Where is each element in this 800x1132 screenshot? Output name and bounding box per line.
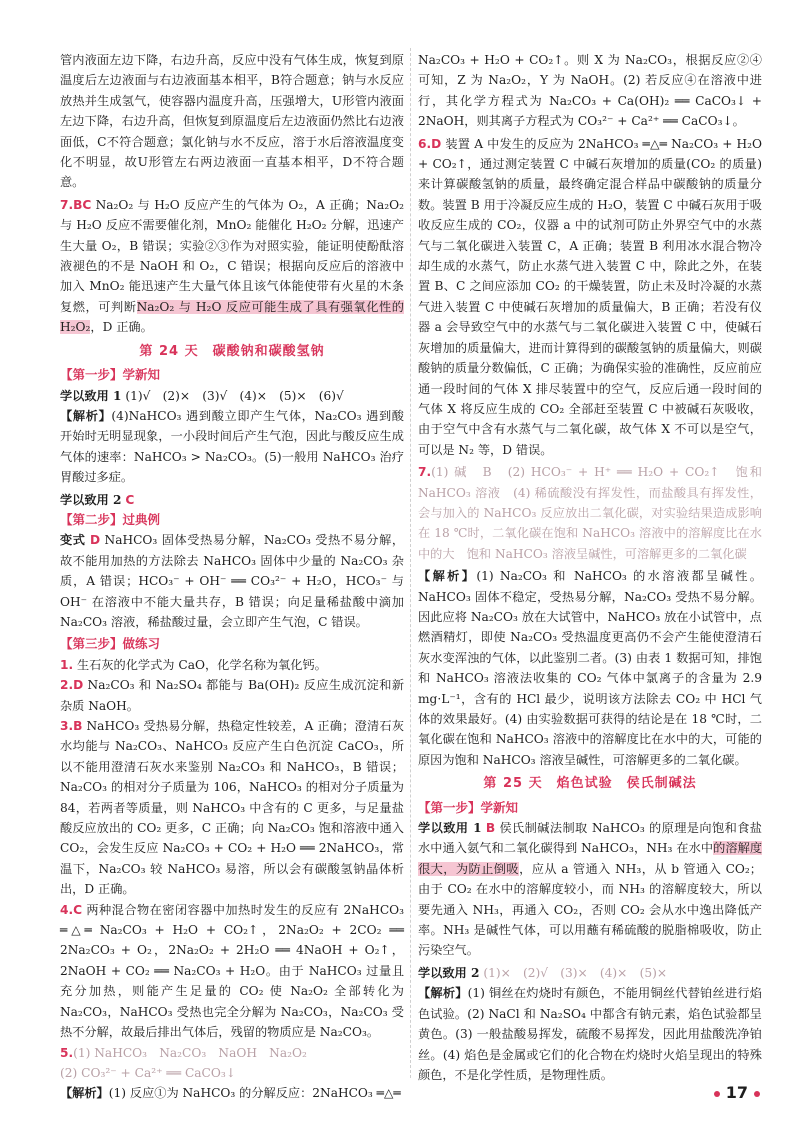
faded-answer: (2) CO₃²⁻ + Ca²⁺ ══ CaCO₃↓ <box>60 1065 236 1080</box>
analysis-paragraph <box>418 983 762 1085</box>
exercise-label: 学以致用 1 <box>418 821 482 836</box>
page-number <box>708 1083 766 1102</box>
step-heading: 【第一步】学新知 <box>60 367 161 383</box>
exercise-text: NaHCO₃ 受热易分解，热稳定性较差，A 正确；澄清石灰水均能与 Na₂CO₃、NaHCO₃ 反应产生白色沉淀 CaCO₃，所以不能用澄清石灰水来鉴别 Na₂CO₃ 和 NaHCO₃，B 错误；Na₂CO₃ 的相对分子质量为 106，NaHCO₃ 的相对分子质量为 84，若两者等质量，则 NaHCO₃ 中含有的 C 更多，与足量盐酸反应放出的 CO₂ 更多，C 正确；向 Na₂CO₃ 饱和溶液中通入 CO₂，会发生反应 Na₂CO₃ + CO₂ + H₂O ══ 2NaHCO₃，常温下，Na₂CO₃ 较 NaHCO₃ 易溶，所以会有碳酸氢钠晶体析出，D 正确。 <box>60 719 405 897</box>
question-7 <box>60 195 404 338</box>
question-7-right <box>418 462 775 564</box>
exercise-text: 两种混合物在密闭容器中加热时发生的反应有 <box>86 902 340 917</box>
analysis-label: 【解析】 <box>60 1086 109 1101</box>
explanation-text: 装置 A 中发生的反应为 2NaHCO₃ ═△═ Na₂CO₃ + H₂O + CO₂↑，通过测定装置 C 中碱石灰增加的质量(CO₂ 的质量)来计算碳酸氢钠的质量，最终确定混合样品中碳酸钠的质量分数。装置 B 用于冷凝反应生成的 H₂O，装置 C 中碱石灰用于吸收反应生成的 CO₂，仪器 a 中的试剂可防止外界空气中的水蒸气与二氧化碳进入装置 C，A 正确；装置 B 利用冰水混合物冷却生成的水蒸气，防止水蒸气进入装置 C 中，除此之外，在装置 B、C 之间应添加 CO₂ 的干燥装置，防止未及时冷凝的水蒸气进入装置 C 中使碱石灰增加的质量偏大，B 正确；若没有仪器 a 会导致空气中的水蒸气与二氧化碳进入装置 C 中，使碱石灰增加的质量偏大，进而计算得到的碳酸氢钠的质量偏大，则碳酸钠的质量分数偏低，C 正确；为确保实验的准确性，反应前应通一段时间的气体 X 排尽装置中的空气，反应后通一段时间的气体 X 将反应生成的 CO₂ 全部赶至装置 C 中被碱石灰吸收，由于空气中含有水蒸气与二氧化碳，故气体 X 不可以是空气，可以是 N₂ 等，D 错误。 <box>418 136 763 457</box>
question-number: 1. <box>60 657 74 672</box>
question-number: 6. <box>418 136 432 151</box>
faded-answer: (1) 碱 B (2) HCO₃⁻ + H⁺ ══ H₂O + CO₂↑ 饱和 NaHCO₃ 溶液 (4) 稀硫酸没有挥发性，而盐酸具有挥发性，会与加入的 NaHCO₃ 反应放出二氧化碳，对实验结果造成影响 在 18 ℃时，二氧化碳在饱和 NaHCO₃ 溶液中的溶解度比在水中的大 饱和 NaHCO₃ 溶液呈碱性，可溶解更多的二氧化碳 <box>418 465 775 561</box>
question-7-analysis <box>418 566 762 770</box>
right-continuation-paragraph: Na₂CO₃ + H₂O + CO₂↑。则 X 为 Na₂CO₃，根据反应②④可知，Z 为 Na₂O₂，Y 为 NaOH。(2) 若反应④在溶液中进行，其化学方程式为 Na₂CO₃ + Ca(OH)₂ ══ CaCO₃↓ + 2NaOH，则其离子方程式为 CO₃²⁻ + Ca²⁺ ══ CaCO₃↓。 <box>418 53 762 129</box>
decorative-dot-icon <box>754 1091 760 1097</box>
left-continuation-paragraph: 管内液面左边下降，右边升高，反应中没有气体生成，恢复到原温度后左边液面与右边液面基本相平，B符合题意；钠与水反应放热并生成氢气，使容器内温度升高，压强增大，U形管内液面左边下降，右边升高，但恢复到原温度后左边液面仍然比右边液面低，C不符合题意；氯化钠与水不反应，溶于水后溶液温度变化不明显，故U形管左右两边液面一直基本相平，D不符合题意。 <box>60 53 404 190</box>
highlighted-text: Na₂O₂ 与 H₂O 反应可能生成了具有强氧化性的 H₂O₂ <box>60 299 404 335</box>
question-number: 4. <box>60 902 74 917</box>
analysis-label: 【解析】 <box>60 408 112 423</box>
analysis-text: (1) 铜丝在灼烧时有颜色，不能用铜丝代替铂丝进行焰色试验。(2) NaCl 和 Na₂SO₄ 中都含有钠元素，焰色试验都呈黄色。(3) 一般盐酸易挥发，硫酸不易挥发，因此用盐酸洗净铂丝。(4) 焰色是金属或它们的化合物在灼烧时火焰呈现出的特殊颜色，不是化学性质，是物理性质。 <box>418 986 762 1082</box>
exercise-5-line-2 <box>60 1063 404 1083</box>
page-number-text: 17 <box>725 1083 748 1102</box>
exercise-4 <box>60 900 404 1043</box>
variant-text: NaHCO₃ 固体受热易分解，Na₂CO₃ 受热不易分解，故不能用加热的方法除去 NaHCO₃ 固体中少量的 Na₂CO₃ 杂质，A 错误；HCO₃⁻ + OH⁻ ══ CO₃²⁻ + H₂O，HCO₃⁻ 与 OH⁻ 在溶液中不能大量共存，B 错误；向足量稀盐酸中滴加 Na₂CO₃ 溶液，稀盐酸过量，会立即产生气泡，C 错误。 <box>60 533 405 629</box>
xy2-line <box>418 963 762 983</box>
analysis-text: (1) 反应①为 NaHCO₃ 的分解反应：2NaHCO₃ ═△═ <box>108 1086 401 1101</box>
exercise-text: Na₂CO₃ 和 Na₂SO₄ 都能与 Ba(OH)₂ 反应生成沉淀和新杂质 NaOH。 <box>60 678 405 713</box>
exercise-text: ，应从 a 管通入 NH₃，从 b 管通入 CO₂；由于 CO₂ 在水中的溶解度较小，而 NH₃ 的溶解度较大，所以要先通入 NH₃，再通入 CO₂，否则 CO₂ 会从水中逸出降低产率。NH₃ 是碱性气体，可以用蘸有稀硫酸的脱脂棉吸收，防止污染空气。 <box>418 861 762 958</box>
question-number: 3. <box>60 719 74 733</box>
question-number: 7. <box>418 465 432 480</box>
explanation-text: ，D 正确。 <box>90 320 153 335</box>
exercise-5-analysis <box>60 1083 404 1103</box>
variant-answer: D <box>89 533 101 548</box>
variant-label: 变式 <box>60 533 86 548</box>
exercise-label: 学以致用 2 <box>418 965 480 980</box>
answer-letter: C <box>73 902 83 917</box>
step-heading: 【第三步】做练习 <box>60 636 161 652</box>
exercise-label: 学以致用 2 <box>60 492 122 507</box>
exercise-answers: (1)× (2)√ (3)× (4)× (5)× <box>483 965 668 980</box>
analysis-text: (4)NaHCO₃ 遇到酸立即产生气体，Na₂CO₃ 遇到酸开始时无明显现象，一小段时间后产生气泡，因此与酸反应生成气体的速率：NaHCO₃ > Na₂CO₃。(5)一般用 NaHCO₃ 治疗胃酸过多症。 <box>60 408 404 485</box>
explanation-text: Na₂O₂ 与 H₂O 反应产生的气体为 O₂，A 正确；Na₂O₂ 与 H₂O 反应不需要催化剂，MnO₂ 能催化 H₂O₂ 分解，迅速产生大量 O₂，B 错误；实验②③作为对照实验，能证明使酚酞溶液褪色的不是 NaOH 和 O₂，C 错误；根据向反应后的溶液中加入 MnO₂ 能迅速产生大量气体且该气体能使带有火星的木条复燃，可判断 <box>60 197 404 314</box>
answer-letter: D <box>73 678 84 693</box>
exercise-answers: (1)√ (2)× (3)√ (4)× (5)× (6)√ <box>125 388 344 403</box>
column-divider <box>410 48 411 1078</box>
question-6 <box>418 134 762 461</box>
exercise-1 <box>60 655 404 675</box>
xy2-line <box>60 490 404 510</box>
highlighted-text: 的溶解度很大，为防止倒吸 <box>418 841 763 876</box>
answer-letter: B <box>73 719 83 733</box>
exercise-answer: C <box>125 492 135 507</box>
section-title-day-25: 第 25 天 焰色试验 侯氏制碱法 <box>483 776 697 792</box>
exercise-2 <box>60 675 404 716</box>
answer-letter: D <box>431 136 442 151</box>
exercise-5 <box>60 1043 404 1063</box>
question-number: 5. <box>60 1045 74 1060</box>
exercise-text: 由于 NaHCO₃ 过量且充分加热，则能产生足量的 CO₂ 使 Na₂O₂ 全部转化为 Na₂CO₃，NaHCO₃ 受热也完全分解为 Na₂CO₃，Na₂CO₃ 受热不分解，故最后排出气体后，残留的物质应是 Na₂CO₃。 <box>60 963 405 1040</box>
step-heading: 【第二步】过典例 <box>60 511 161 527</box>
faded-answer: (1) NaHCO₃ Na₂CO₃ NaOH Na₂O₂ <box>73 1045 307 1060</box>
exercise-label: 学以致用 1 <box>60 388 122 403</box>
answer-letter: BC <box>73 197 92 212</box>
exercise-3 <box>60 716 404 900</box>
exercise-text: 生石灰的化学式为 CaO，化学名称为氧化钙。 <box>77 657 327 672</box>
right-column <box>418 50 775 1087</box>
analysis-paragraph <box>60 406 404 488</box>
question-number: 2. <box>60 678 74 693</box>
equation-text: 2NaHCO₃ ═△═ Na₂CO₃ + H₂O + CO₂↑，2Na₂O₂ + 2CO₂ ══ 2Na₂CO₃ + O₂，2Na₂O₂ + 2H₂O ══ 4NaOH + O₂↑，2NaOH + CO₂ ══ Na₂CO₃ + H₂O。 <box>60 902 405 978</box>
variant-paragraph <box>60 530 404 632</box>
decorative-dot-icon <box>714 1091 720 1097</box>
analysis-label: 【解析】 <box>418 986 468 1001</box>
step-heading: 【第一步】学新知 <box>418 799 519 815</box>
exercise-answer: B <box>485 821 496 836</box>
left-column <box>60 50 404 1104</box>
analysis-label: 【解析】 <box>418 569 477 584</box>
xy1-paragraph <box>418 818 762 961</box>
exercise-text: 侯氏制碱法制取 NaHCO₃ 的原理是向饱和食盐水中通入氨气和二氧化碳得到 NaHCO₃，NH₃ 在水中 <box>418 821 762 856</box>
section-title-day-24: 第 24 天 碳酸钠和碳酸氢钠 <box>139 343 325 359</box>
question-number: 7. <box>60 197 74 212</box>
analysis-text: (1) Na₂CO₃ 和 NaHCO₃ 的水溶液都呈碱性。NaHCO₃ 固体不稳定，受热易分解，Na₂CO₃ 受热不易分解。因此应将 Na₂CO₃ 放在大试管中，NaHCO₃ 放在小试管中，点燃酒精灯，即使 Na₂CO₃ 受热温度更高仍不会产生能使澄清石灰水变浑浊的气体，以此鉴别二者。(3) 由表 1 数据可知，排饱和 NaHCO₃ 溶液法收集的 CO₂ 气体中氯离子的含量为 2.9 mg·L⁻¹，含有的 HCl 最少，说明该方法除去 CO₂ 中 HCl 气体的效果最好。(4) 由实验数据可获得的结论是在 18 ℃时，二氧化碳在饱和 NaHCO₃ 溶液中的溶解度比在水中的大，可能的原因为饱和 NaHCO₃ 溶液呈碱性，可溶解更多的二氧化碳。 <box>418 569 762 767</box>
xy1-line <box>60 386 404 406</box>
